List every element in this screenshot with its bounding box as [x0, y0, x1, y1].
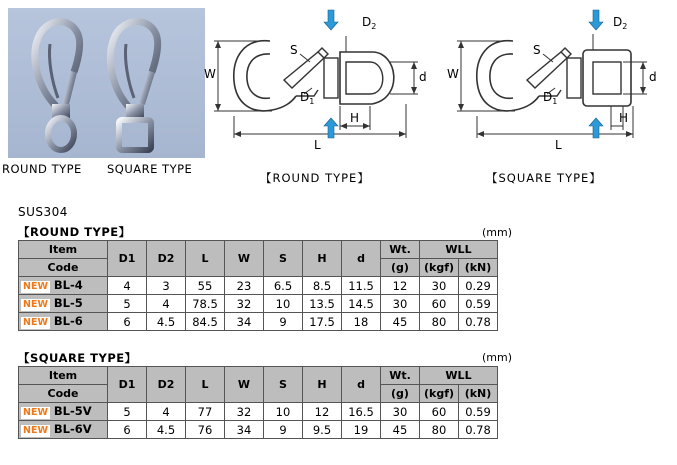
material-label: SUS304: [18, 205, 68, 219]
photo-caption-round: ROUND TYPE: [2, 162, 82, 176]
col-wt-unit: (g): [381, 259, 420, 277]
cell-kgf: 60: [420, 403, 459, 421]
cell-wt: 12: [381, 277, 420, 295]
label-S: S: [533, 43, 541, 57]
cell-wt: 45: [381, 421, 420, 439]
col-kn: (kN): [459, 385, 498, 403]
col-L: L: [186, 241, 225, 277]
cell-d: 11.5: [342, 277, 381, 295]
cell-D1: 4: [108, 277, 147, 295]
cell-wt: 30: [381, 403, 420, 421]
col-d: d: [342, 241, 381, 277]
cell-S: 10: [264, 403, 303, 421]
up-arrow-icon: [589, 118, 603, 138]
new-badge: NEW: [23, 407, 48, 418]
col-D1: D1: [108, 367, 147, 403]
cell-D1: 5: [108, 403, 147, 421]
cell-kn: 0.59: [459, 295, 498, 313]
cell-d: 19: [342, 421, 381, 439]
item-code-cell: NEW BL-5: [19, 295, 108, 313]
label-L: L: [314, 138, 321, 152]
cell-H: 8.5: [303, 277, 342, 295]
cell-D1: 5: [108, 295, 147, 313]
label-H: H: [350, 111, 360, 125]
cell-wt: 45: [381, 313, 420, 331]
table-row: [19, 277, 498, 295]
new-badge: NEW: [23, 317, 48, 328]
cell-S: 6.5: [264, 277, 303, 295]
col-H: H: [303, 367, 342, 403]
item-header: Item: [19, 241, 108, 259]
col-wt-unit: (g): [381, 385, 420, 403]
drawing-caption-round: 【ROUND TYPE】: [260, 171, 370, 185]
cell-kn: 0.78: [459, 421, 498, 439]
label-D2: $D_2$: [362, 15, 377, 31]
drawing-caption-square: 【SQUARE TYPE】: [486, 171, 602, 185]
cell-D1: 6: [108, 421, 147, 439]
cell-L: 78.5: [186, 295, 225, 313]
col-kgf: (kgf): [420, 385, 459, 403]
label-d: d: [419, 70, 427, 84]
label-D1: $D_1$: [543, 90, 558, 106]
square-table-unit: (mm): [482, 351, 513, 364]
cell-H: 9.5: [303, 421, 342, 439]
cell-kgf: 60: [420, 295, 459, 313]
cell-L: 76: [186, 421, 225, 439]
cell-H: 12: [303, 403, 342, 421]
label-S: S: [290, 43, 298, 57]
label-D2: $D_2$: [613, 15, 628, 31]
col-W: W: [225, 367, 264, 403]
snap-hook-photo-illustration: [8, 8, 205, 158]
col-L: L: [186, 367, 225, 403]
col-S: S: [264, 367, 303, 403]
cell-H: 13.5: [303, 295, 342, 313]
cell-W: 34: [225, 421, 264, 439]
cell-S: 9: [264, 313, 303, 331]
cell-wt: 30: [381, 295, 420, 313]
label-L: L: [555, 138, 562, 152]
cell-d: 16.5: [342, 403, 381, 421]
round-table-unit: (mm): [482, 226, 513, 239]
cell-kn: 0.78: [459, 313, 498, 331]
cell-kn: 0.59: [459, 403, 498, 421]
cell-S: 9: [264, 421, 303, 439]
label-D1: $D_1$: [300, 90, 315, 106]
cell-L: 84.5: [186, 313, 225, 331]
cell-kgf: 80: [420, 421, 459, 439]
col-D2: D2: [147, 367, 186, 403]
col-W: W: [225, 241, 264, 277]
table-row: [19, 421, 498, 439]
cell-D2: 4.5: [147, 313, 186, 331]
new-badge: NEW: [23, 425, 48, 436]
up-arrow-icon: [324, 118, 338, 138]
col-D1: D1: [108, 241, 147, 277]
cell-d: 14.5: [342, 295, 381, 313]
round-spec-table: [18, 240, 498, 331]
item-code-cell: NEW BL-6: [19, 313, 108, 331]
col-wt: Wt.: [381, 367, 420, 385]
item-code-cell: NEW BL-6V: [19, 421, 108, 439]
col-d: d: [342, 367, 381, 403]
col-kn: (kN): [459, 259, 498, 277]
cell-W: 34: [225, 313, 264, 331]
col-D2: D2: [147, 241, 186, 277]
cell-H: 17.5: [303, 313, 342, 331]
cell-S: 10: [264, 295, 303, 313]
product-photo: [8, 8, 205, 158]
cell-D2: 4.5: [147, 421, 186, 439]
label-H: H: [619, 111, 629, 125]
square-spec-table: [18, 366, 498, 439]
new-badge: NEW: [23, 299, 48, 310]
new-badge: NEW: [23, 281, 48, 292]
code-header: Code: [19, 385, 108, 403]
col-H: H: [303, 241, 342, 277]
cell-D2: 4: [147, 295, 186, 313]
cell-kgf: 80: [420, 313, 459, 331]
label-W: W: [204, 67, 216, 81]
col-kgf: (kgf): [420, 259, 459, 277]
cell-W: 32: [225, 403, 264, 421]
item-header: Item: [19, 367, 108, 385]
cell-L: 55: [186, 277, 225, 295]
round-table-title: 【ROUND TYPE】: [18, 225, 131, 239]
cell-kn: 0.29: [459, 277, 498, 295]
cell-D2: 3: [147, 277, 186, 295]
table-row: [19, 313, 498, 331]
col-wll: WLL: [420, 241, 498, 259]
label-d: d: [649, 70, 657, 84]
col-S: S: [264, 241, 303, 277]
col-wt: Wt.: [381, 241, 420, 259]
table-row: [19, 295, 498, 313]
photo-caption-square: SQUARE TYPE: [107, 162, 193, 176]
down-arrow-icon: [324, 10, 338, 30]
cell-D2: 4: [147, 403, 186, 421]
item-code-cell: NEW BL-4: [19, 277, 108, 295]
cell-W: 23: [225, 277, 264, 295]
square-table-title: 【SQUARE TYPE】: [18, 351, 137, 365]
down-arrow-icon: [589, 10, 603, 30]
code-header: Code: [19, 259, 108, 277]
cell-L: 77: [186, 403, 225, 421]
col-wll: WLL: [420, 367, 498, 385]
cell-W: 32: [225, 295, 264, 313]
cell-D1: 6: [108, 313, 147, 331]
table-row: [19, 403, 498, 421]
item-code-cell: NEW BL-5V: [19, 403, 108, 421]
cell-kgf: 30: [420, 277, 459, 295]
square-type-drawing: [443, 6, 673, 170]
round-type-drawing: [200, 6, 430, 170]
cell-d: 18: [342, 313, 381, 331]
label-W: W: [447, 67, 459, 81]
